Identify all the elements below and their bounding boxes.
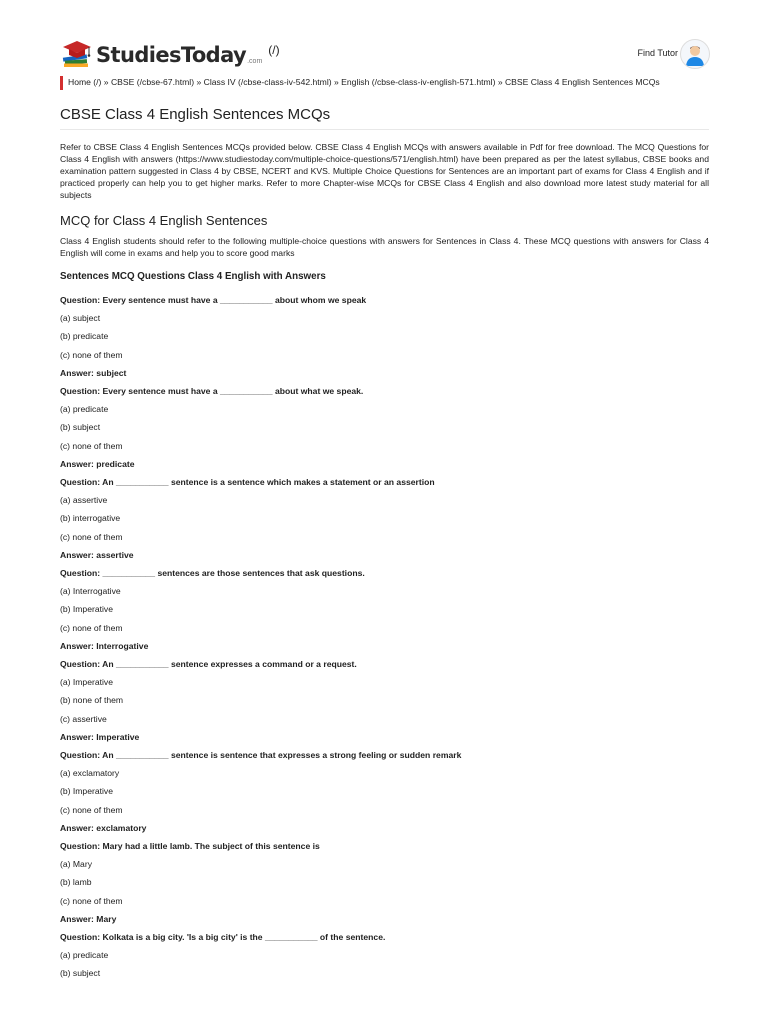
site-header (60, 38, 710, 74)
question-line: Question: An ___________ sentence expresses a command or a request. (60, 659, 357, 669)
answer-line: Answer: exclamatory (60, 822, 147, 833)
option-line: (a) predicate (60, 950, 109, 961)
option-line: (a) assertive (60, 495, 108, 506)
option-line: (b) lamb (60, 877, 92, 888)
option-line: (c) assertive (60, 713, 107, 724)
answer-line: Answer: Interrogative (60, 640, 149, 651)
option-line: (c) none of them (60, 349, 123, 360)
subsection-title: Sentences MCQ Questions Class 4 English with Answers (60, 271, 326, 282)
answer-line: Answer: predicate (60, 458, 135, 469)
logo-wordmark: StudiesToday (96, 43, 247, 67)
answer-line: Answer: Mary (60, 913, 117, 924)
site-logo[interactable] (60, 38, 280, 70)
option-line: (a) subject (60, 313, 101, 324)
option-line: (b) Imperative (60, 604, 114, 615)
option-line: (a) predicate (60, 404, 109, 415)
option-line: (c) none of them (60, 804, 123, 815)
option-line: (a) Mary (60, 859, 92, 870)
option-line: (b) subject (60, 422, 101, 433)
option-line: (c) none of them (60, 895, 123, 906)
option-line: (a) exclamatory (60, 768, 120, 779)
question-line: Question: An ___________ sentence is sentence that expresses a strong feeling or sudden remark (60, 750, 462, 760)
option-line: (a) Imperative (60, 677, 114, 688)
answer-line: Answer: assertive (60, 549, 134, 560)
question-line: Question: Kolkata is a big city. 'Is a big city' is the ___________ of the sentence. (60, 932, 386, 942)
option-line: (a) Interrogative (60, 586, 121, 597)
question-line: Question: Every sentence must have a ___________ about whom we speak (60, 295, 367, 305)
option-line: (b) none of them (60, 695, 124, 706)
intro-paragraph: Refer to CBSE Class 4 English Sentences MCQs provided below. CBSE Class 4 English MCQs with answers available in Pdf for free download. The MCQ Questions for Class 4 English with answers (https://www.studiestoday.com/multiple-choice-questions/571/english.html) have been prepared as per the latest syllabus, CBSE books and examination pattern suggested in Class 4 by CBSE, NCERT and KVS. Multiple Choice Questions for Sentences are an important part of exams for Class 4 English and if practiced properly can help you to get higher marks. Refer to more Chapter-wise MCQs for CBSE Class 4 English and also download more latest study material for all subjects (60, 142, 709, 201)
option-line: (b) Imperative (60, 786, 114, 797)
option-line: (c) none of them (60, 531, 123, 542)
user-avatar-icon[interactable] (680, 39, 710, 69)
logo-suffix: .com (247, 58, 263, 65)
option-line: (b) subject (60, 968, 101, 979)
question-line: Question: ___________ sentences are those sentences that ask questions. (60, 568, 365, 578)
answer-line: Answer: Imperative (60, 731, 140, 742)
question-line: Question: Every sentence must have a ___________ about what we speak. (60, 386, 364, 396)
title-divider (60, 129, 709, 130)
section-title: MCQ for Class 4 English Sentences (60, 213, 268, 228)
graduation-cap-books-icon (60, 38, 94, 68)
option-line: (b) interrogative (60, 513, 121, 524)
question-line: Question: Mary had a little lamb. The subject of this sentence is (60, 841, 320, 851)
answer-line: Answer: subject (60, 367, 127, 378)
find-tutor-link[interactable]: Find Tutor (637, 48, 678, 58)
option-line: (c) none of them (60, 622, 123, 633)
question-line: Question: An ___________ sentence is a sentence which makes a statement or an assertion (60, 477, 435, 487)
breadcrumb[interactable]: Home (/) » CBSE (/cbse-67.html) » Class IV (/cbse-class-iv-542.html) » English (/cbse-class-iv-english-571.html) » CBSE Class 4 English Sentences MCQs (60, 76, 718, 90)
page-title: CBSE Class 4 English Sentences MCQs (60, 106, 331, 123)
option-line: (c) none of them (60, 440, 123, 451)
option-line: (b) predicate (60, 331, 109, 342)
section-intro-paragraph: Class 4 English students should refer to the following multiple-choice questions with answers for Sentences in Class 4. These MCQ questions with answers for Class 4 English will come in exams and help you to score good marks (60, 236, 709, 259)
logo-home-link[interactable]: (/) (268, 43, 280, 57)
